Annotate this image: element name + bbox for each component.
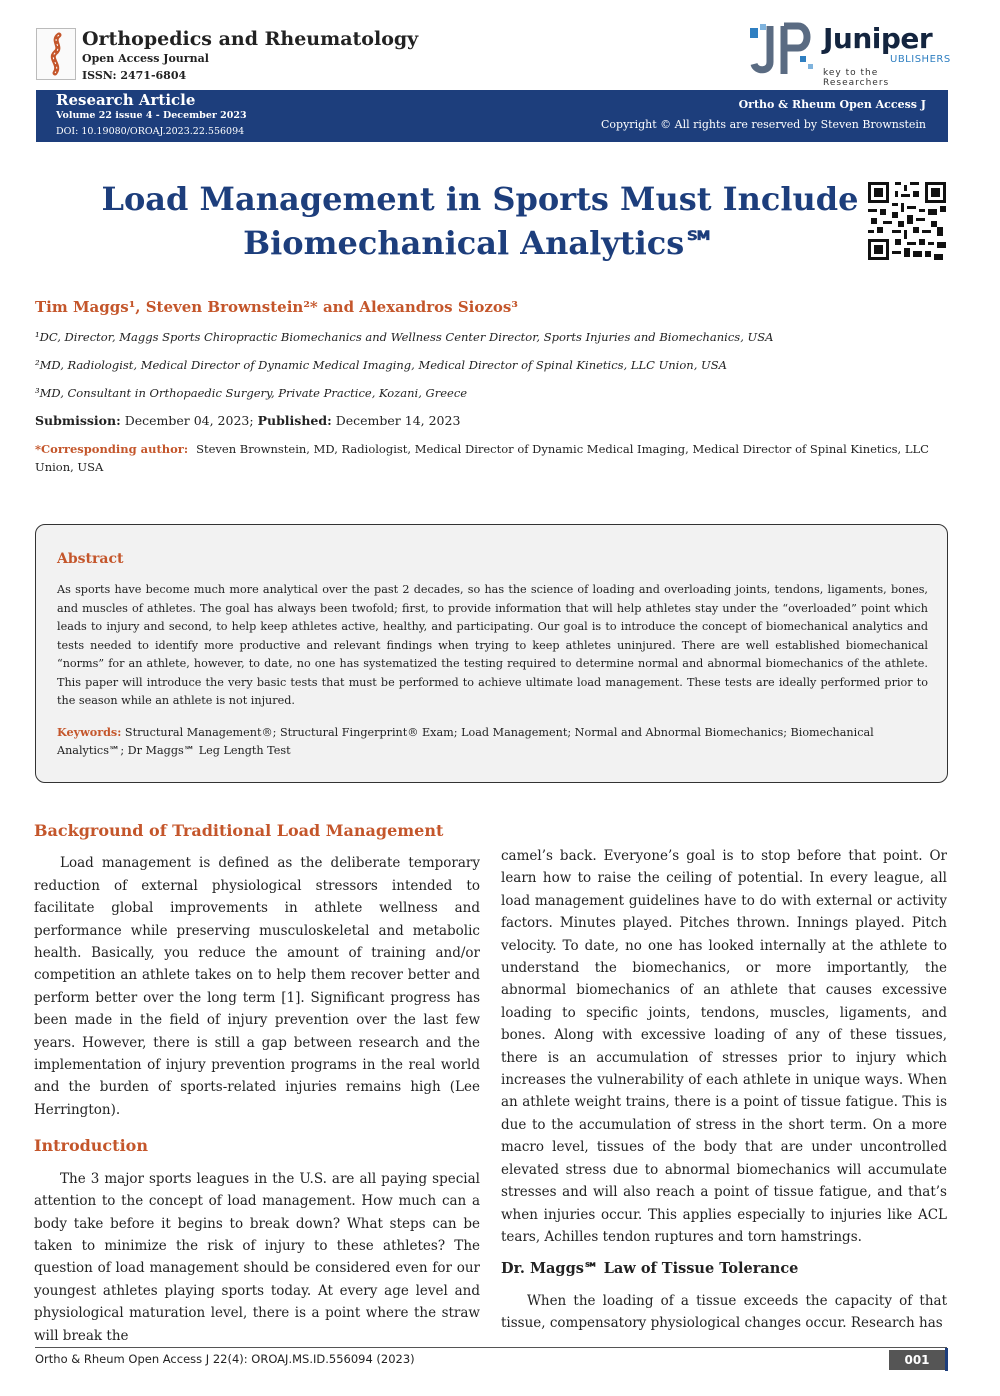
volume-info: Volume 22 issue 4 - December 2023 — [56, 110, 247, 121]
corresponding-label: *Corresponding author: — [35, 442, 189, 456]
article-banner — [36, 90, 948, 142]
publisher-name: Juniper — [823, 22, 933, 55]
abstract-box — [35, 524, 948, 783]
page-number: 001 — [889, 1350, 945, 1370]
jp-logo-icon — [748, 22, 818, 78]
abstract-text: As sports have become much more analytical over the past 2 decades, so has the science of loading and overloading joints, tendons, ligaments, bones, and muscles of athletes. The goal has always been twofold; first, to provide information that will help athletes stay under the “overloaded” point which leads to injury and second, to help keep athletes active, healthy, and participating. Our goal is to introduce the concept of biomechanical analytics and tests needed to identify more productive and relevant findings when trying to keep athletes uninjured. There are well established biomechanical “norms” for an athlete, however, to date, no one has systematized the testing required to determine normal and abnormal biomechanics of the athlete. This paper will introduce the very basic tests that must be performed to achieve ultimate load management. These tests are ideally performed prior to the season while an athlete is not injured. — [57, 583, 928, 707]
keywords-label: Keywords: — [57, 725, 122, 739]
journal-issn: ISSN: 2471-6804 — [82, 69, 187, 82]
qr-code-icon[interactable] — [868, 182, 946, 260]
author-list: Tim Maggs¹, Steven Brownstein²* and Alexandros Siozos³ — [35, 298, 518, 316]
doi[interactable]: DOI: 10.19080/OROAJ.2023.22.556094 — [56, 126, 245, 137]
article-type: Research Article — [56, 91, 196, 109]
journal-subtitle: Open Access Journal — [82, 52, 209, 65]
published-date: December 14, 2023 — [335, 413, 461, 428]
submission-label: Submission: — [35, 413, 121, 428]
published-label: Published: — [257, 413, 332, 428]
journal-header — [36, 28, 536, 82]
paragraph-introduction: The 3 major sports leagues in the U.S. are all paying special attention to the concept of load management. How much can a body take before it begins to break down? What steps can be taken to minimize the risk of injury to these athletes? The question of load management should be considered even for our youngest athletes playing sports today. At every age level and physiological maturation level, there is a point where the straw will break the — [34, 1170, 480, 1344]
footer-divider — [35, 1347, 947, 1348]
journal-short-name: Ortho & Rheum Open Access J — [738, 98, 926, 111]
submission-dates — [35, 413, 460, 428]
section-heading-tissue-tolerance: Dr. Maggs℠ Law of Tissue Tolerance — [501, 1260, 799, 1278]
section-heading-introduction: Introduction — [34, 1136, 148, 1156]
paragraph-introduction-continued: camel’s back. Everyone’s goal is to stop before that point. Or learn how to raise the ceiling of potential. In every league, all load management guidelines have to do with external or activity factors. Minutes played. Pitches thrown. Innings played. Pitch velocity. To date, no one has looked internally at the athlete to understand the biomechanics, or more importantly, the abnormal biomechanics of an athlete that causes excessive loading to specific joints, tendons, muscles, ligaments, and bones. Along with excessive loading of any of these tissues, there is an accumulation of stresses prior to injury which increases the vulnerability of each athlete in unique ways. When an athlete weight trains, there is a point of tissue fatigue. This is due to the accumulation of stress in the short term. On a more macro level, tissues of the body that are under uncontrolled elevated stress due to abnormal biomechanics will accumulate stresses and will also reach a point of tissue fatigue, and that’s when injuries occur. This applies especially to injuries like ACL tears, Achilles tendon ruptures and torn hamstrings. — [501, 848, 947, 1245]
keywords — [57, 723, 928, 760]
affiliation-2: ²MD, Radiologist, Medical Director of Dynamic Medical Imaging, Medical Director of Spinal Kinetics, LLC Union, USA — [35, 358, 727, 372]
affiliation-3: ³MD, Consultant in Orthopaedic Surgery, Private Practice, Kozani, Greece — [35, 386, 468, 400]
page-number-accent — [945, 1348, 948, 1371]
keywords-text: Structural Management®; Structural Fingerprint® Exam; Load Management; Normal and Abnormal Biomechanics; Biomechanical Analytics℠; Dr Maggs℠ Leg Length Test — [57, 726, 874, 757]
section-heading-background: Background of Traditional Load Management — [34, 821, 444, 840]
publisher-tagline: key to the Researchers — [823, 68, 890, 88]
body-column-left — [34, 820, 480, 1347]
copyright-notice: Copyright © All rights are reserved by Steven Brownstein — [601, 118, 926, 131]
body-column-right — [501, 845, 947, 1335]
paragraph-background: Load management is defined as the deliberate temporary reduction of external physiological stressors intended to facilitate global improvements in athlete wellness and performance while preserving musculoskeletal and metabolic health. Basically, you reduce the amount of training and/or competition an athlete takes on to help them recover better and perform better over the long term [1]. Significant progress has been made in the field of injury prevention over the last few years. However, there is still a gap between research and the implementation of injury prevention programs in the real world and the burden of sports-related injuries remains high (Lee Herrington). — [34, 855, 480, 1118]
article-title: Load Management in Sports Must Include Biomechanical Analytics℠ — [101, 180, 859, 262]
journal-name: Orthopedics and Rheumatology — [82, 28, 419, 50]
footer-citation: Ortho & Rheum Open Access J 22(4): OROAJ.MS.ID.556094 (2023) — [35, 1352, 415, 1366]
affiliation-1: ¹DC, Director, Maggs Sports Chiropractic Biomechanics and Wellness Center Director, Sports Injuries and Biomechanics, USA — [35, 330, 774, 344]
corresponding-author — [35, 440, 947, 476]
publisher-logo[interactable] — [748, 22, 951, 88]
corresponding-text: Steven Brownstein, MD, Radiologist, Medical Director of Dynamic Medical Imaging, Medical Director of Spinal Kinetics, LLC Union, USA — [35, 442, 929, 474]
paragraph-tissue-tolerance: When the loading of a tissue exceeds the capacity of that tissue, compensatory physiological changes occur. Research has — [501, 1292, 947, 1332]
spine-logo-icon — [36, 28, 76, 80]
submission-date: December 04, 2023; — [124, 413, 254, 428]
abstract-heading: Abstract — [57, 551, 124, 567]
publisher-subtitle: UBLISHERS — [890, 54, 951, 65]
